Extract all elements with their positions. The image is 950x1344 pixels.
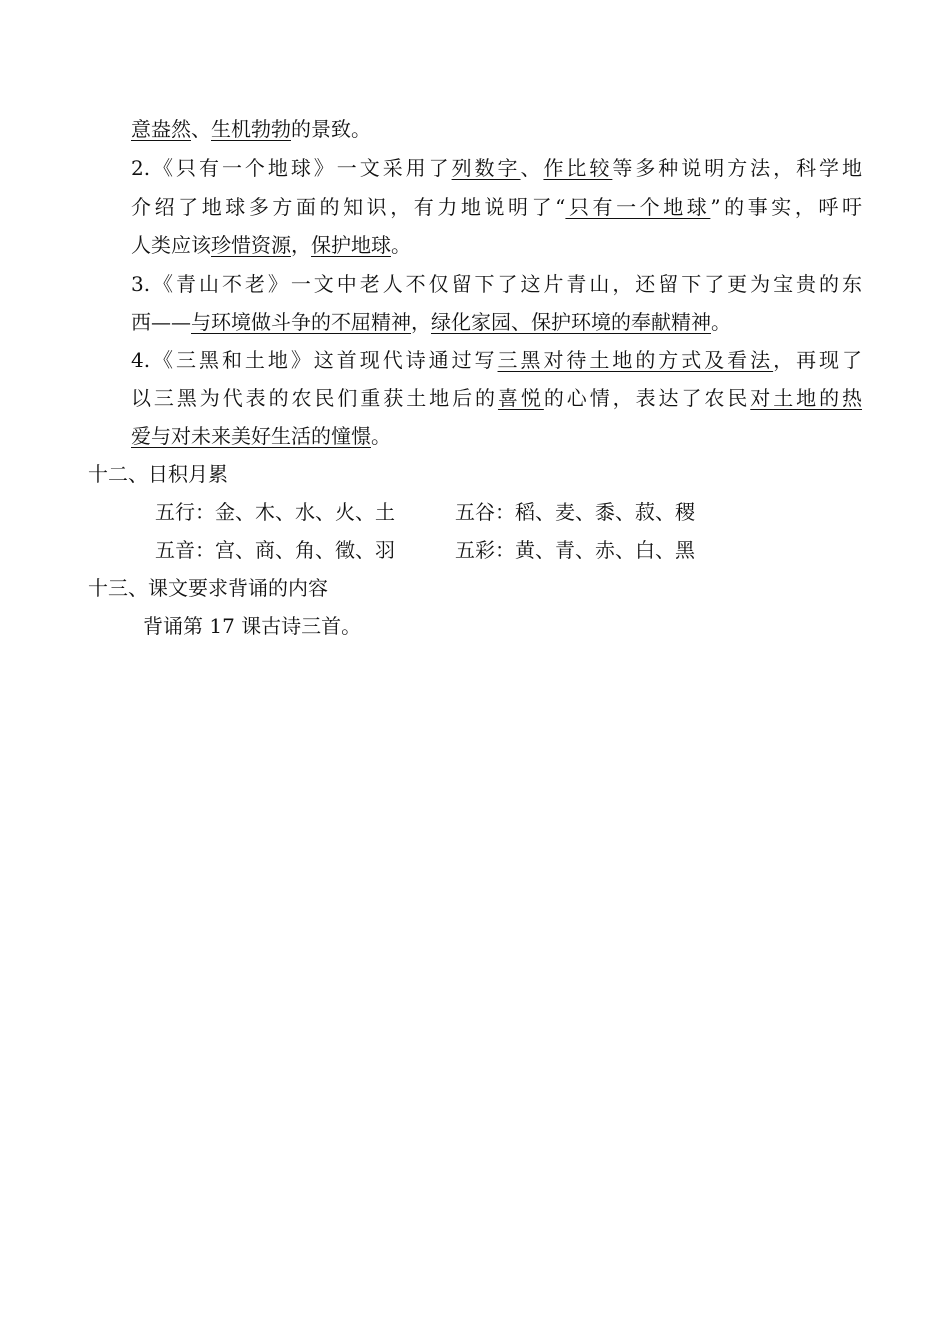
text: ，: [411, 310, 431, 334]
text: 的心情，表达了农民: [543, 386, 751, 410]
paragraph-2-line-3: [131, 231, 411, 259]
text: 人类应该: [131, 233, 211, 257]
underlined-answer: 对土地的热: [750, 386, 863, 410]
text: ，: [291, 233, 311, 257]
five-colors: 五彩：黄、青、赤、白、黑: [455, 538, 695, 562]
text: ，再现了: [773, 348, 863, 372]
text: 。: [391, 233, 411, 257]
text: 4.《三黑和土地》这首现代诗通过写: [131, 348, 498, 372]
paragraph-4-line-3: [131, 422, 391, 450]
underlined-answer: 意盎然: [131, 117, 191, 141]
five-grains: 五谷：稻、麦、黍、菽、稷: [455, 500, 695, 524]
section-13-heading: 十三、课文要求背诵的内容: [88, 576, 328, 600]
paragraph-1-line-1: [131, 115, 371, 143]
text: 、: [520, 156, 544, 180]
text: 西——: [131, 310, 191, 334]
text: 的景致。: [291, 117, 371, 141]
paragraph-4-line-2: [131, 384, 862, 412]
text: 等多种说明方法，科学地: [612, 156, 863, 180]
text: 。: [711, 310, 731, 334]
five-elements: 五行：金、木、水、火、土: [155, 500, 395, 524]
underlined-answer: 作比较: [543, 156, 613, 180]
section-12-heading: 十二、日积月累: [88, 462, 228, 486]
underlined-answer: 与环境做斗争的不屈精神: [191, 310, 411, 334]
underlined-answer: 三黑对待土地的方式及看法: [497, 348, 774, 372]
text: 介绍了地球多方面的知识，有力地说明了“: [131, 195, 566, 219]
text: 以三黑为代表的农民们重获土地后的: [131, 386, 498, 410]
underlined-answer: 保护地球: [311, 233, 391, 257]
five-tones: 五音：宫、商、角、徵、羽: [155, 538, 395, 562]
paragraph-4-line-1: [131, 346, 862, 374]
text: 2.《只有一个地球》一文采用了: [131, 156, 452, 180]
text: 。: [371, 424, 391, 448]
underlined-answer: 喜悦: [497, 386, 544, 410]
text: 、: [191, 117, 211, 141]
text: 3.《青山不老》一文中老人不仅留下了这片青山，还留下了更为宝贵的东: [131, 272, 862, 296]
underlined-answer: 生机勃勃: [211, 117, 291, 141]
section-13-body: 背诵第 17 课古诗三首。: [143, 614, 362, 638]
paragraph-3-line-2: [131, 308, 731, 336]
underlined-answer: 珍惜资源: [211, 233, 291, 257]
paragraph-2-line-1: [131, 154, 862, 182]
paragraph-3-line-1: [131, 270, 862, 298]
underlined-answer: 列数字: [451, 156, 521, 180]
underlined-answer: 绿化家园、保护环境的奉献精神: [431, 310, 711, 334]
underlined-answer: 只有一个地球: [565, 195, 711, 219]
underlined-answer: 爱与对未来美好生活的憧憬: [131, 424, 371, 448]
text: ”的事实，呼吁: [710, 195, 862, 219]
paragraph-2-line-2: [131, 193, 862, 221]
